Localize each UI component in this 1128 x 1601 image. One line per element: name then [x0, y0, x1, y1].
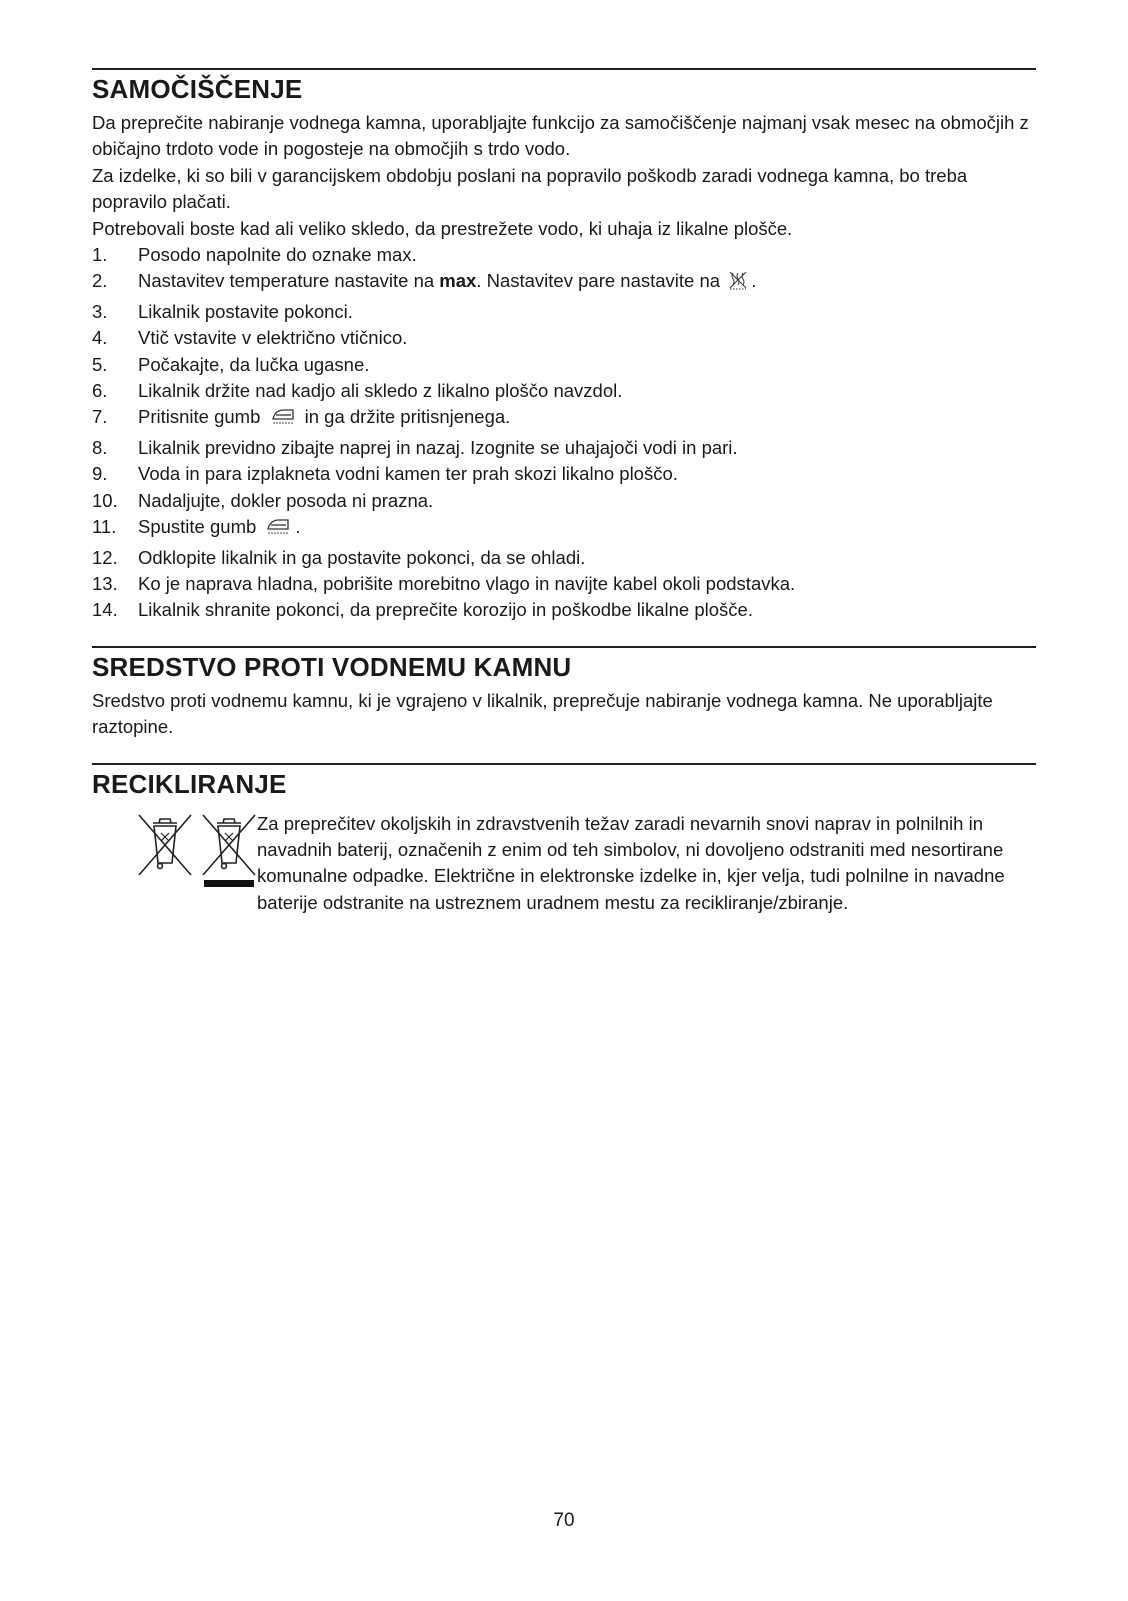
section-title: SAMOČIŠČENJE [92, 74, 303, 104]
step-text: Nastavitev temperature nastavite na max. Nastavitev pare nastavite na . [138, 268, 756, 298]
step-number: 12. [92, 546, 118, 568]
step-text: Likalnik previdno zibajte naprej in nazaj. Izognite se uhajajoči vodi in pari. [138, 436, 738, 458]
recycling-text: Za preprečitev okoljskih in zdravstvenih težav zaradi nevarnih snovi naprav in polnilnih in navadnih baterij, označenih z enim od teh simbolov, ni dovoljeno odstraniti med nesortirane komunalne odpadke. Električne in elektronske izdelke in, kjer velja, tudi polnilne in navadne baterije odstranite na ustreznem uradnem mestu za recikliranje/zbiranje. [257, 812, 1005, 913]
paragraph: Da preprečite nabiranje vodnega kamna, uporabljajte funkcijo za samočiščenje najmanj vsak mesec na območjih z običajno trdoto vode in pogosteje na območjih s trdo vodo. [92, 112, 1029, 160]
list-item [92, 242, 1036, 268]
list-item [92, 514, 1036, 544]
section-title: SREDSTVO PROTI VODNEMU KAMNU [92, 651, 572, 682]
step-number: 13. [92, 572, 118, 594]
list-item [92, 571, 1036, 597]
no-steam-icon [727, 269, 749, 298]
list-item [92, 597, 1036, 623]
section-recycling [92, 763, 1036, 917]
step-number: 10. [92, 489, 118, 511]
step-text: Počakajte, da lučka ugasne. [138, 353, 370, 375]
step-text: Posodo napolnite do oznake max. [138, 244, 417, 266]
manual-page [92, 68, 1036, 916]
step-text: Likalnik postavite pokonci. [138, 300, 353, 322]
step-number: 5. [92, 353, 108, 375]
step-text: Likalnik shranite pokonci, da preprečite korozijo in poškodbe likalne plošče. [138, 599, 753, 621]
step-text: Odklopite likalnik in ga postavite pokonci, da se ohladi. [138, 546, 586, 568]
step-text: Vtič vstavite v električno vtičnico. [138, 327, 408, 349]
step-number: 1. [92, 244, 108, 266]
section-anti-scale [92, 646, 1036, 741]
step-number: 3. [92, 300, 108, 322]
section-self-clean [92, 68, 1036, 624]
list-item [92, 461, 1036, 487]
step-text: Likalnik držite nad kadjo ali skledo z likalno ploščo navzdol. [138, 380, 623, 402]
step-number: 8. [92, 436, 108, 458]
list-item [92, 404, 1036, 434]
step-number: 2. [92, 270, 108, 292]
section-title: RECIKLIRANJE [92, 768, 287, 799]
list-item [92, 268, 1036, 298]
paragraph: Za izdelke, ki so bili v garancijskem obdobju poslani na popravilo poškodb zaradi vodnega kamna, bo treba popravilo plačati. [92, 164, 968, 213]
step-text: Voda in para izplakneta vodni kamen ter prah skozi likalno ploščo. [138, 463, 678, 485]
crossed-bin-bar-icon [201, 813, 257, 917]
list-item [92, 299, 1036, 325]
list-item [92, 488, 1036, 514]
bold-value: max [439, 270, 477, 292]
step-number: 7. [92, 406, 108, 428]
recycling-row [92, 811, 1036, 917]
list-item [92, 378, 1036, 404]
steps-list [92, 242, 1036, 624]
recycling-symbols [92, 811, 257, 917]
step-number: 11. [92, 516, 117, 538]
step-text: Pritisnite gumb in ga držite pritisnjenega. [138, 404, 510, 434]
crossed-bin-icon [137, 813, 193, 917]
list-item [92, 435, 1036, 461]
list-item [92, 325, 1036, 351]
step-number: 9. [92, 463, 108, 485]
list-item [92, 545, 1036, 571]
paragraph: Potrebovali boste kad ali veliko skledo, da prestrežete vodo, ki uhaja iz likalne plošče. [92, 217, 793, 239]
step-number: 14. [92, 599, 118, 621]
step-number: 4. [92, 327, 108, 349]
page-number: 70 [553, 1510, 575, 1531]
step-number: 6. [92, 380, 108, 402]
self-clean-iron-icon [263, 515, 293, 544]
step-text: Ko je naprava hladna, pobrišite morebitno vlago in navijte kabel okoli podstavka. [138, 572, 796, 594]
self-clean-iron-icon [268, 405, 298, 434]
step-text: Spustite gumb . [138, 514, 301, 544]
list-item [92, 352, 1036, 378]
paragraph: Sredstvo proti vodnemu kamnu, ki je vgrajeno v likalnik, preprečuje nabiranje vodnega kamna. Ne uporabljajte raztopine. [92, 689, 993, 738]
step-text: Nadaljujte, dokler posoda ni prazna. [138, 489, 434, 511]
